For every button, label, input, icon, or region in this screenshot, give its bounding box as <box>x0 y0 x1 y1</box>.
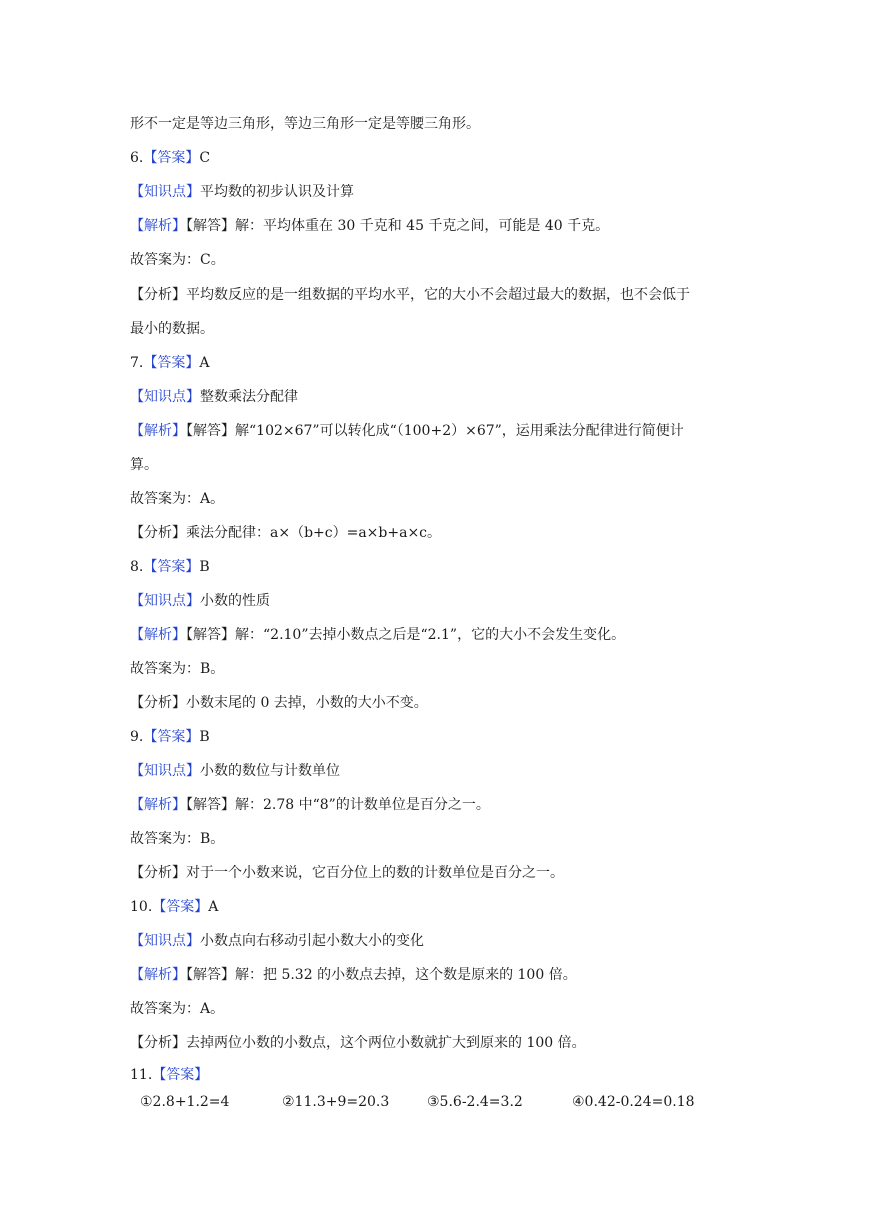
section-label: 【解析】 <box>130 967 186 983</box>
section-label: 【知识点】 <box>130 933 200 949</box>
line-text: A <box>199 355 210 371</box>
section-label: 【知识点】 <box>130 763 200 779</box>
section-label: 【解析】 <box>130 423 186 439</box>
text-line <box>130 250 225 270</box>
section-label: 【答案】 <box>143 355 200 371</box>
text-line <box>130 557 210 577</box>
line-text: 小数点向右移动引起小数大小的变化 <box>200 933 424 949</box>
text-line <box>130 455 158 475</box>
text-line <box>130 829 224 849</box>
text-line <box>130 761 340 781</box>
line-text: 整数乘法分配律 <box>200 389 298 405</box>
text-line <box>130 421 684 441</box>
line-text: 算。 <box>130 457 158 473</box>
section-label: 【答案】 <box>143 150 200 166</box>
line-text: A <box>208 899 219 915</box>
text-line <box>130 148 210 168</box>
line-text: 【分析】乘法分配律：a×（b+c）=a×b+a×c。 <box>130 525 442 541</box>
line-text: 【分析】小数末尾的 0 去掉，小数的大小不变。 <box>130 695 428 711</box>
line-text: 形不一定是等边三角形，等边三角形一定是等腰三角形。 <box>130 116 480 132</box>
section-label: 【解析】 <box>130 627 186 643</box>
section-label: 【知识点】 <box>130 184 200 200</box>
text-line <box>130 387 298 407</box>
answer-equation: ④0.42-0.24=0.18 <box>572 1094 695 1110</box>
question-number: 7. <box>130 355 144 371</box>
text-line <box>130 216 609 236</box>
text-line <box>130 693 428 713</box>
line-text: 【解答】解：“2.10”去掉小数点之后是“2.1”，它的大小不会发生变化。 <box>186 627 626 643</box>
line-text: 故答案为：A。 <box>130 491 225 507</box>
text-line <box>130 523 441 543</box>
line-text: 【解答】解“102×67”可以转化成“（100+2）×67”，运用乘法分配律进行简便计 <box>186 423 684 439</box>
answer-equation: ③5.6-2.4=3.2 <box>427 1094 523 1110</box>
text-line <box>130 931 424 951</box>
text-line <box>130 863 564 883</box>
line-text: B <box>199 729 210 745</box>
text-line <box>130 114 480 134</box>
line-text: 小数的性质 <box>200 593 270 609</box>
line-text: 平均数的初步认识及计算 <box>200 184 354 200</box>
text-line <box>130 319 214 339</box>
section-label: 【答案】 <box>152 899 209 915</box>
text-line <box>130 182 354 202</box>
line-text: 【解答】解：平均体重在 30 千克和 45 千克之间，可能是 40 千克。 <box>186 218 610 234</box>
question-number: 10. <box>130 899 153 915</box>
line-text: 最小的数据。 <box>130 321 214 337</box>
line-text: C <box>199 150 211 166</box>
line-text: 小数的数位与计数单位 <box>200 763 340 779</box>
section-label: 【答案】 <box>143 729 200 745</box>
text-line <box>130 591 270 611</box>
question-number: 9. <box>130 729 144 745</box>
text-line <box>130 1065 208 1085</box>
line-text: 故答案为：C。 <box>130 252 225 268</box>
section-label: 【答案】 <box>143 559 200 575</box>
section-label: 【答案】 <box>152 1067 209 1083</box>
line-text: 故答案为：B。 <box>130 831 225 847</box>
question-number: 8. <box>130 559 144 575</box>
line-text: 【分析】去掉两位小数的小数点，这个两位小数就扩大到原来的 100 倍。 <box>130 1035 586 1051</box>
section-label: 【解析】 <box>130 797 186 813</box>
question-number: 11. <box>130 1067 153 1083</box>
section-label: 【知识点】 <box>130 389 200 405</box>
line-text: 故答案为：A。 <box>130 1001 225 1017</box>
text-line <box>130 659 224 679</box>
text-line <box>130 999 224 1019</box>
section-label: 【知识点】 <box>130 593 200 609</box>
line-text: 【分析】平均数反应的是一组数据的平均水平，它的大小不会超过最大的数据，也不会低于 <box>130 287 690 303</box>
section-label: 【解析】 <box>130 218 186 234</box>
text-line <box>130 965 577 985</box>
line-text: 【解答】解：把 5.32 的小数点去掉，这个数是原来的 100 倍。 <box>186 967 577 983</box>
text-line <box>130 285 690 305</box>
line-text: B <box>199 559 210 575</box>
text-line <box>130 727 210 747</box>
text-line <box>130 625 625 645</box>
question-number: 6. <box>130 150 144 166</box>
answer-equation: ②11.3+9=20.3 <box>282 1094 390 1110</box>
line-text: 【分析】对于一个小数来说，它百分位上的数的计数单位是百分之一。 <box>130 865 564 881</box>
answer-equation: ①2.8+1.2=4 <box>140 1094 230 1110</box>
line-text: 【解答】解：2.78 中“8”的计数单位是百分之一。 <box>186 797 490 813</box>
text-line <box>130 795 490 815</box>
text-line <box>130 489 224 509</box>
text-line <box>130 353 209 373</box>
text-line <box>130 1033 586 1053</box>
text-line <box>130 897 218 917</box>
line-text: 故答案为：B。 <box>130 661 225 677</box>
